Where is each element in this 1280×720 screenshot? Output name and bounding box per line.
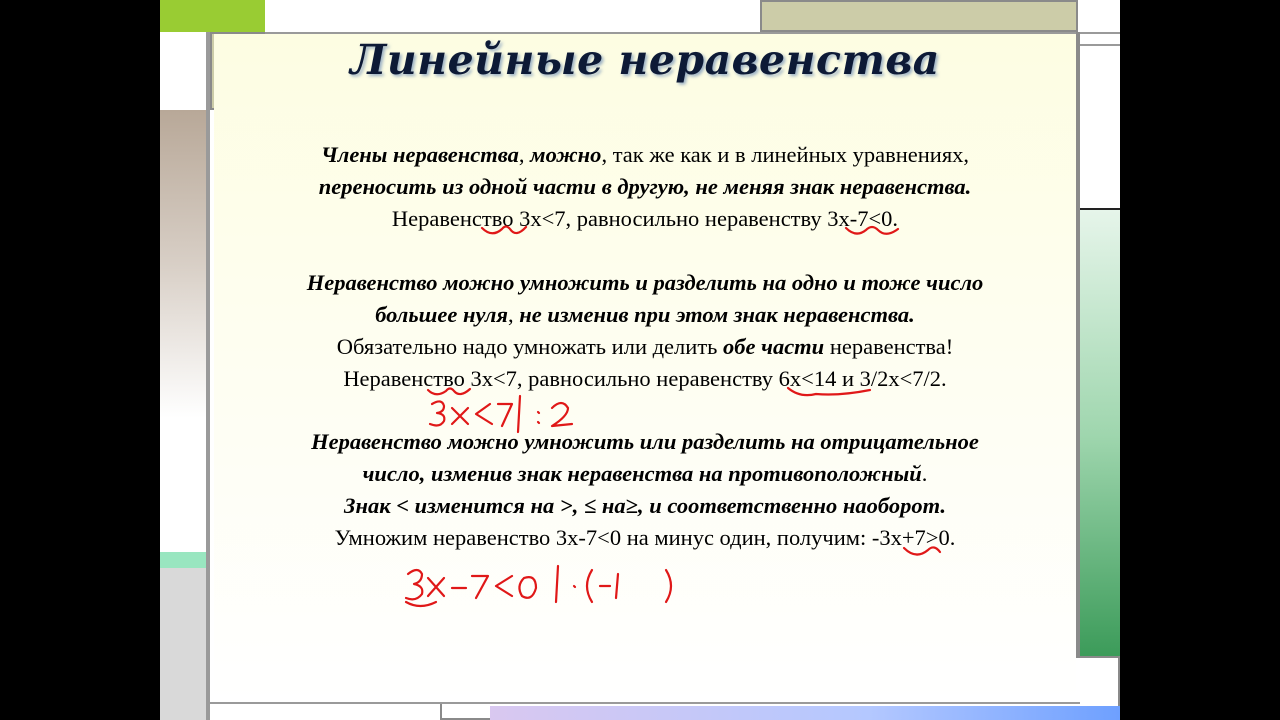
text: ,	[508, 302, 520, 327]
handwriting-annotations	[160, 0, 1120, 720]
text: Обязательно надо умножать или делить	[336, 334, 724, 359]
emphasis: Члены неравенства	[320, 142, 519, 167]
slide	[160, 0, 1120, 720]
emphasis: большее нуля	[375, 302, 508, 327]
underline-mark	[428, 389, 470, 395]
slide-title: Линейные неравенства	[350, 36, 940, 84]
text-line: Неравенство можно умножить и разделить на одно и тоже число	[306, 270, 984, 295]
underline-mark	[904, 547, 940, 554]
handwritten-note-2	[406, 566, 671, 606]
example-line: Неравенство 3x<7, равносильно неравенству 6x<14 и 3/2x<7/2.	[343, 366, 947, 391]
underline-mark	[846, 227, 898, 234]
handwritten-note-1	[430, 396, 572, 432]
text-line: переносить из одной части в другую, не меняя знак неравенства.	[318, 174, 972, 199]
text: ,	[518, 142, 531, 167]
text-line: Неравенство можно умножить или разделить на отрицательное	[311, 429, 979, 454]
text: , так же как и в линейных уравнениях,	[601, 142, 970, 167]
text-line: Знак < изменится на >, ≤ на≥, и соответственно наоборот.	[344, 493, 946, 518]
emphasis: можно	[530, 142, 602, 167]
text: .	[921, 461, 928, 486]
emphasis: число, изменив знак неравенства на противоположный	[362, 461, 922, 486]
emphasis: обе части	[723, 334, 825, 359]
text: неравенства!	[824, 334, 954, 359]
underline-mark	[788, 388, 870, 395]
example-line: Умножим неравенство 3x-7<0 на минус один, получим: -3x+7>0.	[334, 525, 956, 550]
emphasis: не изменив при этом знак неравенства.	[519, 302, 915, 327]
example-line: Неравенство 3x<7, равносильно неравенству 3x-7<0.	[391, 206, 899, 231]
underline-mark	[482, 227, 526, 234]
